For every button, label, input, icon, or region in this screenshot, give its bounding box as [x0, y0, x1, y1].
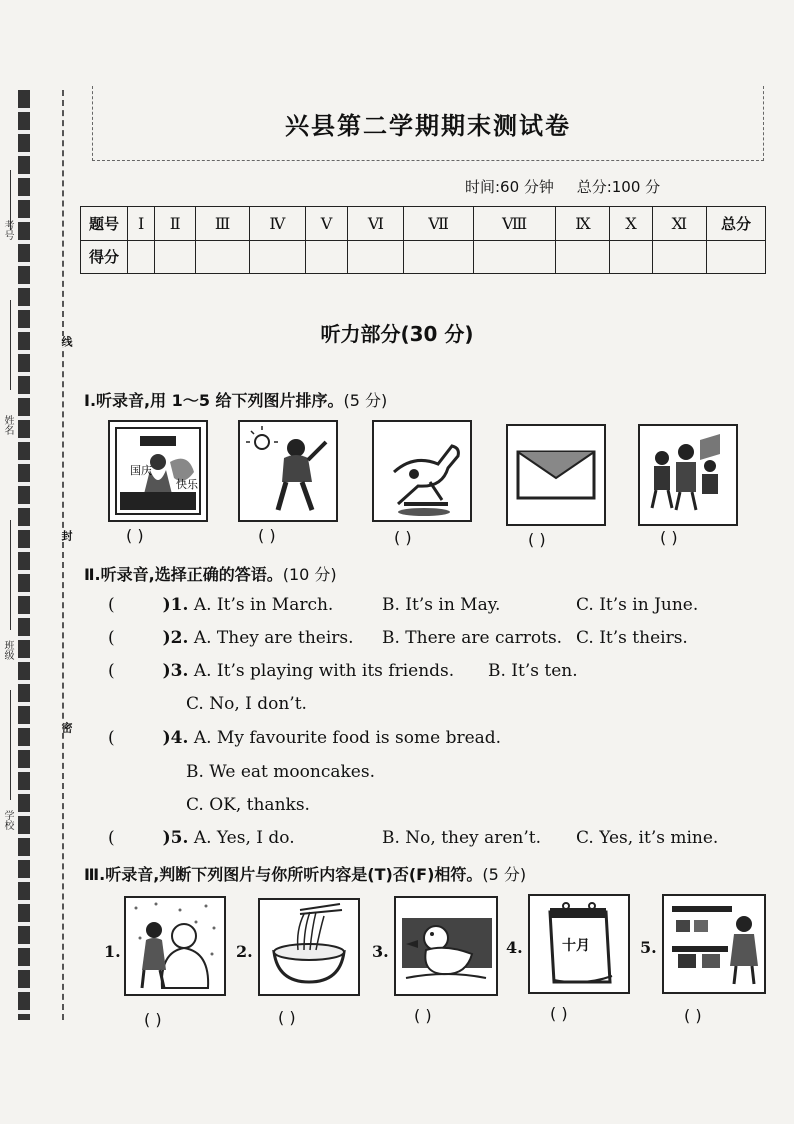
score-table-total: 总分 — [707, 207, 766, 241]
q2-item-5-option-b: B. No, they aren’t. — [382, 828, 541, 848]
q1-answer-3[interactable]: ( ) — [394, 528, 412, 547]
score-col: Ⅹ — [610, 207, 652, 241]
q2-item-2-option-b: B. There are carrots. — [382, 628, 563, 648]
q1-points: (5 分) — [343, 391, 388, 410]
score-table-header-row — [81, 207, 766, 241]
q3-answer-1[interactable]: ( ) — [144, 1010, 162, 1029]
q2-option-a: A. Yes, I do. — [193, 828, 295, 848]
margin-label-school: 学校 — [2, 810, 13, 830]
q1-picture-5 — [638, 424, 738, 526]
q2-item-number: )5. — [162, 828, 189, 848]
q2-item-2 — [108, 628, 354, 648]
q2-paren[interactable]: ( — [108, 595, 115, 615]
q2-item-number: )1. — [162, 595, 189, 615]
q2-item-number: )3. — [162, 661, 189, 681]
seal-word-line: 线 — [60, 336, 73, 347]
seal-word-seal: 封 — [60, 530, 73, 541]
q2-option-a: A. My favourite food is some bread. — [193, 728, 502, 748]
score-cell[interactable] — [155, 240, 196, 274]
q3-picture-1 — [124, 896, 226, 996]
q3-answer-2[interactable]: ( ) — [278, 1008, 296, 1027]
q1-answer-1[interactable]: ( ) — [126, 526, 144, 545]
listening-section-title: 听力部分(30 分) — [320, 322, 474, 346]
q2-paren[interactable]: ( — [108, 728, 115, 748]
exam-title: 兴县第二学期期末测试卷 — [285, 112, 571, 140]
q3-picture-3-number: 3. — [372, 942, 389, 961]
score-table-row-label: 题号 — [81, 207, 128, 241]
noodles-bowl-icon — [260, 900, 358, 994]
score-cell[interactable] — [348, 240, 404, 274]
margin-label-exam-number: 考号 — [2, 220, 13, 240]
q2-heading — [84, 562, 337, 585]
exercise-boy-icon — [240, 422, 336, 520]
q3-answer-4[interactable]: ( ) — [550, 1004, 568, 1023]
exam-total-score: 总分:100 分 — [576, 178, 661, 196]
q2-option-a: A. It’s in March. — [193, 595, 334, 615]
seal-word-sealed: 密 — [60, 722, 73, 733]
snowman-girl-icon — [126, 898, 224, 994]
title-frame — [92, 86, 764, 161]
score-cell[interactable] — [128, 240, 155, 274]
score-cell[interactable] — [250, 240, 306, 274]
q3-answer-3[interactable]: ( ) — [414, 1006, 432, 1025]
q3-picture-5-number: 5. — [640, 938, 657, 957]
binding-margin — [0, 0, 73, 1124]
score-cell[interactable] — [305, 240, 348, 274]
margin-rule — [10, 690, 11, 800]
q2-item-4 — [108, 728, 501, 748]
q1-answer-2[interactable]: ( ) — [258, 526, 276, 545]
q3-picture-4-number: 4. — [506, 938, 523, 957]
score-cell[interactable] — [196, 240, 250, 274]
q2-item-number: )2. — [162, 628, 189, 648]
exam-time-info — [465, 176, 678, 197]
q2-item-4-option-b: B. We eat mooncakes. — [186, 762, 375, 782]
q2-item-3-option-b: B. It’s ten. — [488, 661, 578, 681]
score-col: Ⅵ — [348, 207, 404, 241]
q1-answer-4[interactable]: ( ) — [528, 530, 546, 549]
calendar-icon — [530, 896, 628, 992]
score-col: Ⅶ — [404, 207, 473, 241]
q2-item-5-option-c: C. Yes, it’s mine. — [576, 828, 719, 848]
score-cell[interactable] — [707, 240, 766, 274]
score-table — [80, 206, 766, 274]
q3-picture-2-number: 2. — [236, 942, 253, 961]
cooking-girl-icon — [664, 896, 764, 992]
q3-picture-1-number: 1. — [104, 942, 121, 961]
score-table-row-label: 得分 — [81, 240, 128, 274]
score-col: Ⅲ — [196, 207, 250, 241]
q1-heading-text: Ⅰ.听录音,用 1～5 给下列图片排序。 — [84, 391, 344, 410]
q3-picture-3 — [394, 896, 498, 996]
envelope-icon — [508, 426, 604, 524]
score-col: Ⅱ — [155, 207, 196, 241]
score-col: Ⅷ — [473, 207, 556, 241]
q1-picture-2 — [238, 420, 338, 522]
q3-heading-text: Ⅲ.听录音,判断下列图片与你所听内容是(T)否(F)相符。 — [84, 865, 483, 884]
q1-picture-1 — [108, 420, 208, 522]
q2-option-a: A. They are theirs. — [193, 628, 354, 648]
q3-picture-5 — [662, 894, 766, 994]
exam-time: 时间:60 分钟 — [465, 178, 554, 196]
family-group-icon — [640, 426, 736, 524]
score-col: Ⅴ — [305, 207, 348, 241]
q3-picture-2 — [258, 898, 360, 996]
score-col: Ⅸ — [556, 207, 610, 241]
q3-answer-5[interactable]: ( ) — [684, 1006, 702, 1025]
score-table-score-row — [81, 240, 766, 274]
q2-paren[interactable]: ( — [108, 628, 115, 648]
margin-label-class: 班级 — [2, 640, 13, 660]
q3-heading — [84, 862, 526, 885]
q2-item-1-option-b: B. It’s in May. — [382, 595, 501, 615]
margin-decorative-band — [18, 90, 30, 1020]
q2-item-3-option-c: C. No, I don’t. — [186, 694, 307, 714]
score-cell[interactable] — [652, 240, 706, 274]
score-col: Ⅳ — [250, 207, 306, 241]
q2-points: (10 分) — [282, 565, 337, 584]
q3-picture-4 — [528, 894, 630, 994]
national-day-icon — [110, 422, 206, 520]
calendar-month-text: 十月 — [562, 938, 590, 954]
duck-icon — [396, 898, 496, 994]
q2-item-1-option-c: C. It’s in June. — [576, 595, 699, 615]
score-col: I — [128, 207, 155, 241]
score-cell[interactable] — [473, 240, 556, 274]
score-cell[interactable] — [556, 240, 610, 274]
q2-paren[interactable]: ( — [108, 828, 115, 848]
q1-picture-4 — [506, 424, 606, 526]
margin-label-name: 姓名 — [2, 415, 13, 435]
jumping-dog-icon — [374, 422, 470, 520]
q1-answer-5[interactable]: ( ) — [660, 528, 678, 547]
score-cell[interactable] — [610, 240, 652, 274]
q2-paren[interactable]: ( — [108, 661, 115, 681]
national-day-text-1: 国庆 — [130, 464, 152, 477]
q2-item-number: )4. — [162, 728, 189, 748]
q3-points: (5 分) — [482, 865, 527, 884]
q2-item-2-option-c: C. It’s theirs. — [576, 628, 688, 648]
q2-item-5 — [108, 828, 295, 848]
q1-heading — [84, 388, 387, 411]
q2-heading-text: Ⅱ.听录音,选择正确的答语。 — [84, 565, 283, 584]
binding-dashed-line — [62, 90, 64, 1020]
q2-option-a: A. It’s playing with its friends. — [193, 661, 455, 681]
q1-picture-3 — [372, 420, 472, 522]
q2-item-1 — [108, 595, 333, 615]
score-cell[interactable] — [404, 240, 473, 274]
q2-item-4-option-c: C. OK, thanks. — [186, 795, 310, 815]
q2-item-3 — [108, 661, 454, 681]
margin-rule — [10, 520, 11, 630]
national-day-text-2: 快乐 — [176, 478, 198, 491]
score-col: Ⅺ — [652, 207, 706, 241]
